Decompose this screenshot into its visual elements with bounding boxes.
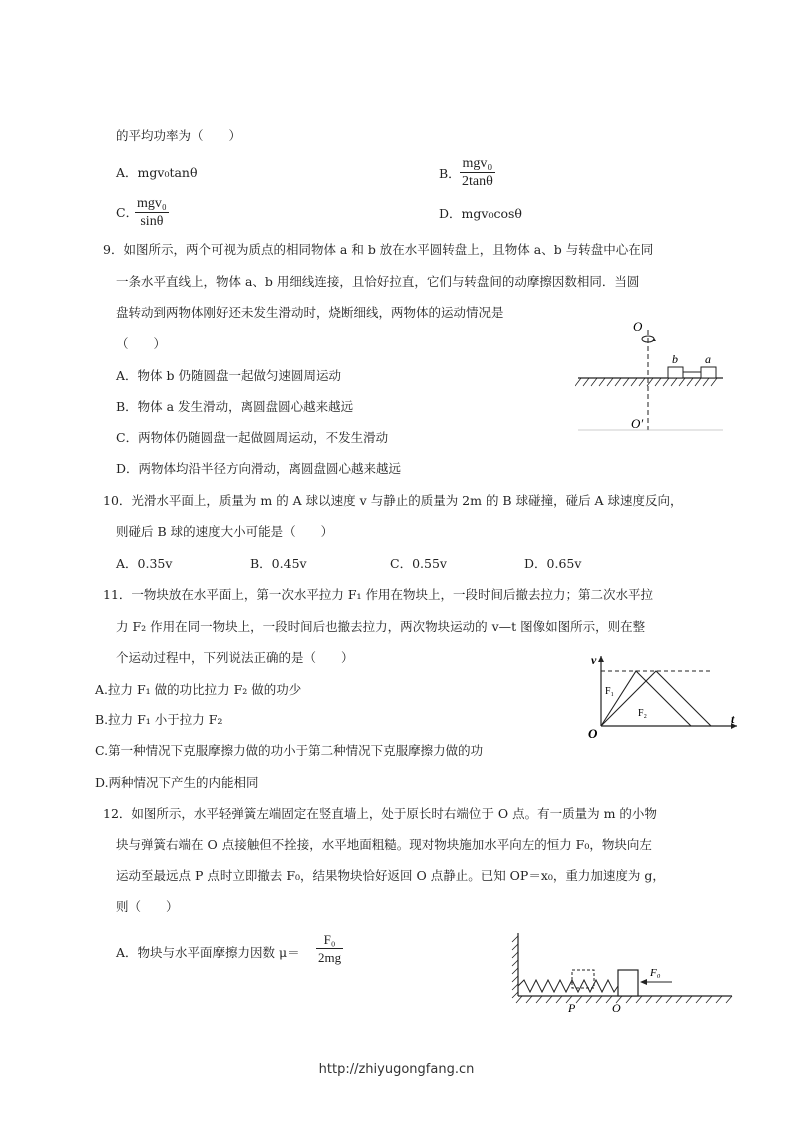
q12-option-a-numerator: F₀ (316, 931, 343, 949)
axis-label-top: O (633, 319, 643, 334)
block-position-p-dashed (572, 970, 594, 988)
q8-option-d-label: D． (439, 206, 462, 221)
q8-option-d-text: mgv₀cosθ (461, 206, 522, 221)
q11-stem-line-3: 个运动过程中，下列说法正确的是（ ） (116, 650, 354, 665)
v-axis-label: v (591, 653, 597, 667)
q12-option-a-denominator: 2mg (318, 950, 342, 965)
q8-stem-tail: 的平均功率为（ ） (116, 128, 242, 143)
q11-stem-line-1: 11．一物块放在水平面上，第一次水平拉力 F₁ 作用在物块上，一段时间后撤去拉力；第二次水平拉 (103, 587, 654, 602)
q9-option-b: B．物体 a 发生滑动，离圆盘圆心越来越远 (116, 399, 354, 414)
point-p-label: P (568, 1001, 576, 1015)
q8-option-c-numerator: mgv₀ (137, 196, 167, 211)
q8-option-b-numerator: mgv₀ (460, 155, 495, 173)
q8-option-d (439, 206, 522, 222)
q12-option-a-fraction (316, 931, 343, 966)
q12-option-a-text: A．物块与水平面摩擦力因数 μ＝ (116, 945, 300, 960)
turntable-hatching (575, 378, 717, 386)
q8-option-c-fraction (135, 195, 169, 230)
q12-stem-line-4: 则（ ） (116, 899, 179, 914)
axis-label-bottom: O′ (631, 416, 644, 431)
f1-label: F₁ (605, 686, 615, 697)
q9-stem-line-2: 一条水平直线上，物体 a、b 用细线连接，且恰好拉直，它们与转盘间的动摩擦因数相同．当圆 (116, 274, 640, 289)
q10-option-d: D．0.65v (524, 556, 582, 571)
q12-stem-line-1: 12．如图所示，水平轻弹簧左端固定在竖直墙上，处于原长时右端位于 O 点。有一质量为 m 的小物 (103, 806, 657, 821)
footer-url: http://zhiyugongfang.cn (318, 1062, 475, 1077)
q8-option-c-denominator: sinθ (140, 214, 164, 229)
wall-hatching (512, 936, 518, 998)
origin-label: O (588, 726, 598, 741)
q11-option-c: C.第一种情况下克服摩擦力做的功小于第二种情况下克服摩擦力做的功 (95, 743, 484, 758)
q8-option-b-label: B． (439, 166, 461, 181)
rotation-arrowhead-icon (652, 338, 656, 341)
block-a-label: a (705, 352, 711, 366)
t-axis-label: t (731, 712, 735, 726)
f2-curve (601, 671, 711, 726)
block-a (701, 367, 716, 378)
force-f0-arrowhead-icon (640, 979, 647, 985)
q8-option-a (116, 165, 198, 181)
block (618, 970, 638, 996)
spring (518, 980, 618, 992)
q9-stem-line-1: 9．如图所示，两个可视为质点的相同物体 a 和 b 放在水平圆转盘上，且物体 a、b 与转盘中心在同 (103, 242, 654, 257)
q11-stem-line-2: 力 F₂ 作用在同一物块上，一段时间后也撤去拉力，两次物块运动的 v—t 图像如图所示，则在整 (116, 619, 646, 634)
q10-option-c: C．0.55v (390, 556, 447, 571)
q9-turntable-figure (575, 318, 725, 433)
force-f0-label: F₀ (650, 967, 661, 979)
q8-option-b-denominator: 2tanθ (462, 174, 493, 189)
q10-stem-line-2: 则碰后 B 球的速度大小可能是（ ） (116, 524, 334, 539)
q10-option-b: B．0.45v (250, 556, 307, 571)
block-b-label: b (672, 352, 678, 366)
q10-option-a: A．0.35v (116, 556, 173, 571)
q11-option-b: B.拉力 F₁ 小于拉力 F₂ (95, 712, 223, 727)
q9-option-d: D．两物体均沿半径方向滑动，离圆盘圆心越来越远 (116, 461, 402, 476)
q12-stem-line-3: 运动至最远点 P 点时立即撤去 F₀，结果物块恰好返回 O 点静止。已知 OP＝x₀，重力加速度为 g， (116, 868, 665, 883)
ground-hatching (516, 996, 732, 1003)
f2-label: F₂ (638, 708, 648, 719)
q9-option-c: C．两物体仍随圆盘一起做圆周运动，不发生滑动 (116, 430, 389, 445)
q8-option-b-fraction (460, 155, 495, 190)
block-b (668, 367, 683, 378)
point-o-label: O (612, 1001, 621, 1015)
q8-option-c-label: C． (116, 205, 139, 220)
q9-stem-line-4: （ ） (116, 336, 167, 351)
q12-stem-line-2: 块与弹簧右端在 O 点接触但不拴接，水平地面粗糙。现对物块施加水平向左的恒力 F₀，物块向左 (116, 837, 652, 852)
q8-option-a-text: mgv₀tanθ (137, 165, 198, 180)
q9-option-a: A．物体 b 仍随圆盘一起做匀速圆周运动 (116, 368, 341, 383)
q11-vt-graph (585, 650, 745, 742)
q12-spring-figure (508, 930, 736, 1016)
v-axis-arrow-icon (598, 656, 604, 662)
q11-option-d: D.两种情况下产生的内能相同 (95, 775, 259, 790)
q11-option-a: A.拉力 F₁ 做的功比拉力 F₂ 做的功少 (95, 682, 302, 697)
q8-option-a-label: A． (116, 165, 138, 180)
q10-stem-line-1: 10．光滑水平面上，质量为 m 的 A 球以速度 v 与静止的质量为 2m 的 B 球碰撞，碰后 A 球速度反向， (103, 493, 683, 508)
q9-stem-line-3: 盘转动到两物体刚好还未发生滑动时，烧断细线，两物体的运动情况是 (116, 305, 504, 320)
